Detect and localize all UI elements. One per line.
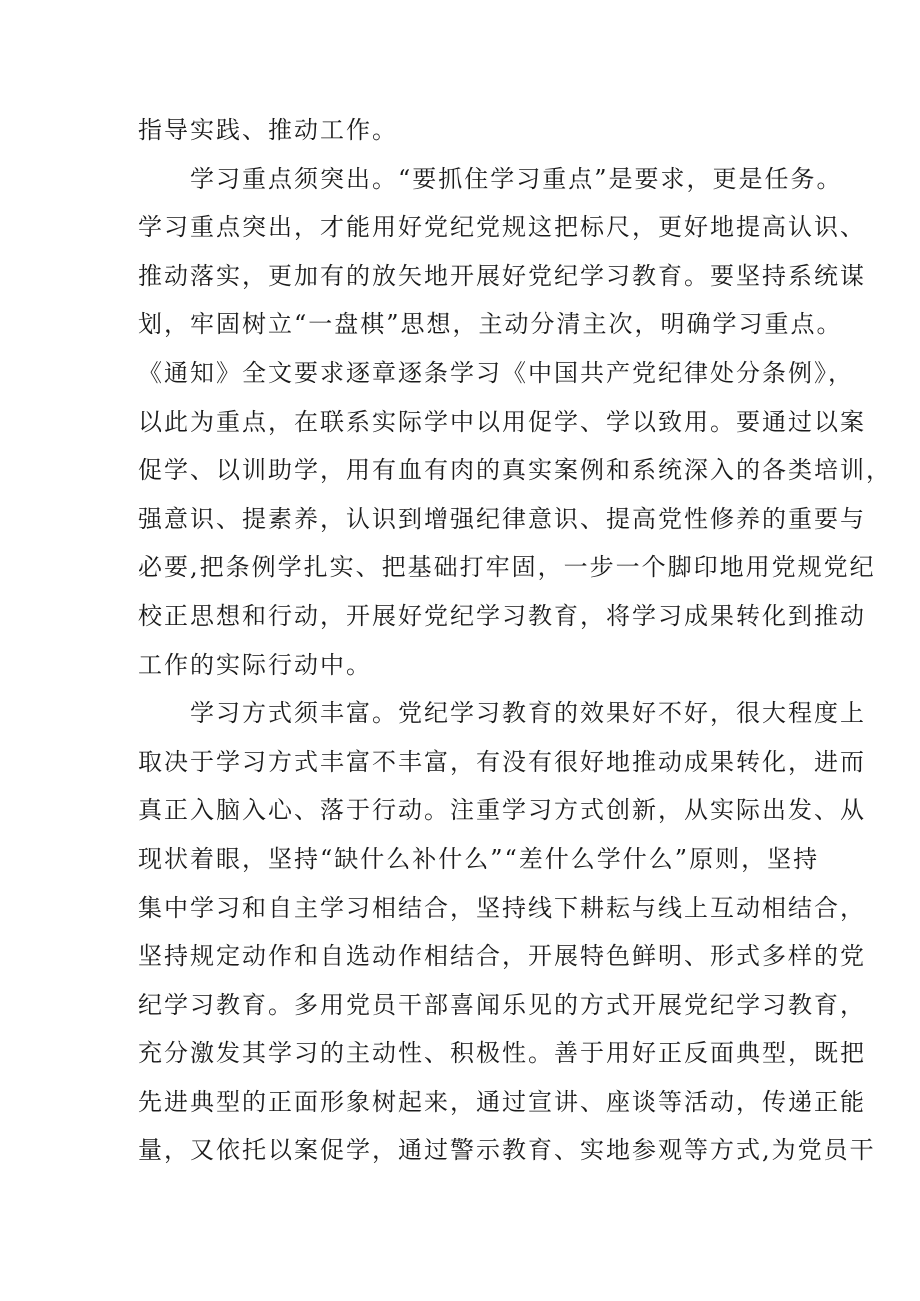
text-line: 现状着眼，坚持“缺什么补什么”“差什么学什么”原则，坚持 <box>138 844 820 873</box>
text-line: 先进典型的正面形象树起来，通过宣讲、座谈等活动，传递正能 <box>138 1087 866 1116</box>
text-line: 真正入脑入心、落于行动。注重学习方式创新，从实际出发、从 <box>138 796 866 825</box>
text-line: 必要,把条例学扎实、把基础打牢固，一步一个脚印地用党规党纪 <box>138 553 876 582</box>
text-line: 量，又依托以案促学，通过警示教育、实地参观等方式,为党员干 <box>138 1136 876 1165</box>
text-line: 校正思想和行动，开展好党纪学习教育，将学习成果转化到推动 <box>138 601 866 630</box>
text-line: 学习方式须丰富。党纪学习教育的效果好不好，很大程度上 <box>138 699 866 728</box>
text-line: 工作的实际行动中。 <box>138 650 372 679</box>
text-line: 以此为重点，在联系实际学中以用促学、学以致用。要通过以案 <box>138 407 866 436</box>
text-line: 学习重点须突出。“要抓住学习重点”是要求，更是任务。 <box>138 164 843 193</box>
text-line: 推动落实，更加有的放矢地开展好党纪学习教育。要坚持系统谋 <box>138 261 866 290</box>
text-line: 集中学习和自主学习相结合，坚持线下耕耘与线上互动相结合， <box>138 893 866 922</box>
text-line: 强意识、提素养，认识到增强纪律意识、提高党性修养的重要与 <box>138 504 866 533</box>
text-line: 指导实践、推动工作。 <box>138 116 398 144</box>
text-line: 取决于学习方式丰富不丰富，有没有很好地推动成果转化，进而 <box>138 747 866 776</box>
text-line: 充分激发其学习的主动性、积极性。善于用好正反面典型，既把 <box>138 1039 866 1068</box>
text-line: 纪学习教育。多用党员干部喜闻乐见的方式开展党纪学习教育， <box>138 990 866 1019</box>
text-line: 促学、以训助学，用有血有肉的真实案例和系统深入的各类培训， <box>138 456 892 485</box>
text-line: 坚持规定动作和自选动作相结合，开展特色鲜明、形式多样的党 <box>138 942 866 971</box>
text-line: 学习重点突出，才能用好党纪党规这把标尺，更好地提高认识、 <box>138 213 866 242</box>
text-line: 《通知》全文要求逐章逐条学习《中国共产党纪律处分条例》， <box>138 358 854 387</box>
text-line: 划，牢固树立“一盘棋”思想，主动分清主次，明确学习重点。 <box>138 310 843 339</box>
document-body <box>138 106 892 1175</box>
